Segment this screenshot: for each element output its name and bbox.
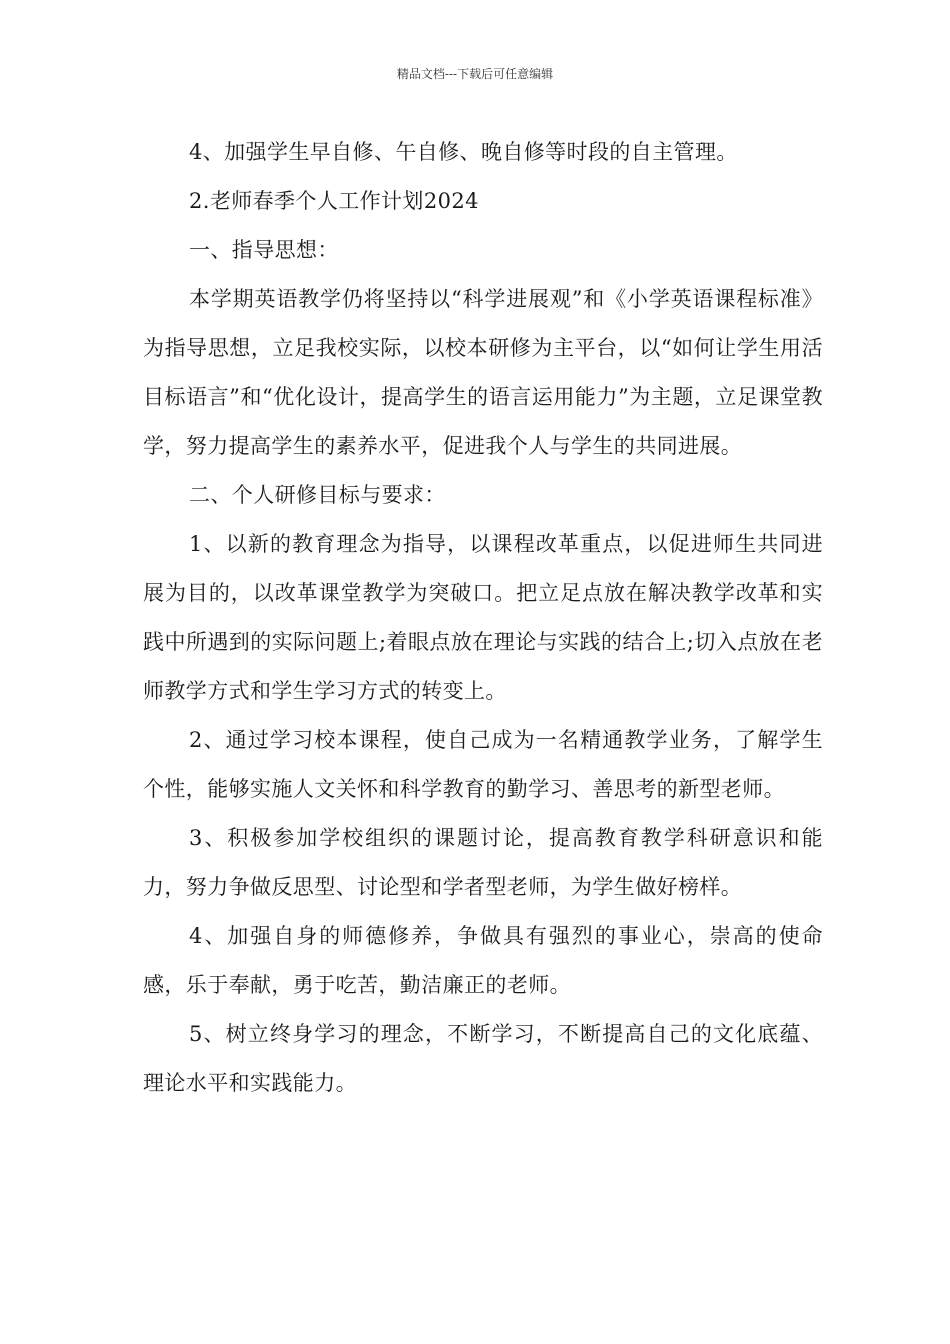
paragraph-goal-4: 4、加强自身的师德修养，争做具有强烈的事业心，崇高的使命感，乐于奉献，勇于吃苦，勤洁廉正的老师。 xyxy=(143,924,823,997)
paragraph-goal-5: 5、树立终身学习的理念，不断学习，不断提高自己的文化底蕴、理论水平和实践能力。 xyxy=(143,1022,823,1095)
paragraph-goal-3: 3、积极参加学校组织的课题讨论，提高教育教学科研意识和能力，努力争做反思型、讨论型和学者型老师，为学生做好榜样。 xyxy=(143,826,823,899)
page-header: 精品文档---下载后可任意编辑 xyxy=(396,67,554,81)
document-body xyxy=(143,128,823,1108)
paragraph-goal-2: 2、通过学习校本课程，使自己成为一名精通教学业务，了解学生个性，能够实施人文关怀和科学教育的勤学习、善思考的新型老师。 xyxy=(143,728,823,801)
heading-guiding-ideology: 一、指导思想： xyxy=(189,238,339,262)
section-title-work-plan: 2.老师春季个人工作计划2024 xyxy=(189,189,479,213)
paragraph-guiding-ideology: 本学期英语教学仍将坚持以“科学进展观”和《小学英语课程标准》为指导思想，立足我校实际，以校本研修为主平台，以“如何让学生用活目标语言”和“优化设计，提高学生的语言运用能力”为主题，立足课堂教学，努力提高学生的素养水平，促进我个人与学生的共同进展。 xyxy=(143,287,823,458)
paragraph-goal-1: 1、以新的教育理念为指导，以课程改革重点，以促进师生共同进展为目的，以改革课堂教学为突破口。把立足点放在解决教学改革和实践中所遇到的实际问题上;着眼点放在理论与实践的结合上;切入点放在老师教学方式和学生学习方式的转变上。 xyxy=(143,532,823,703)
heading-research-goals: 二、个人研修目标与要求： xyxy=(189,483,446,507)
paragraph-item-self-management: 4、加强学生早自修、午自修、晚自修等时段的自主管理。 xyxy=(189,140,738,164)
